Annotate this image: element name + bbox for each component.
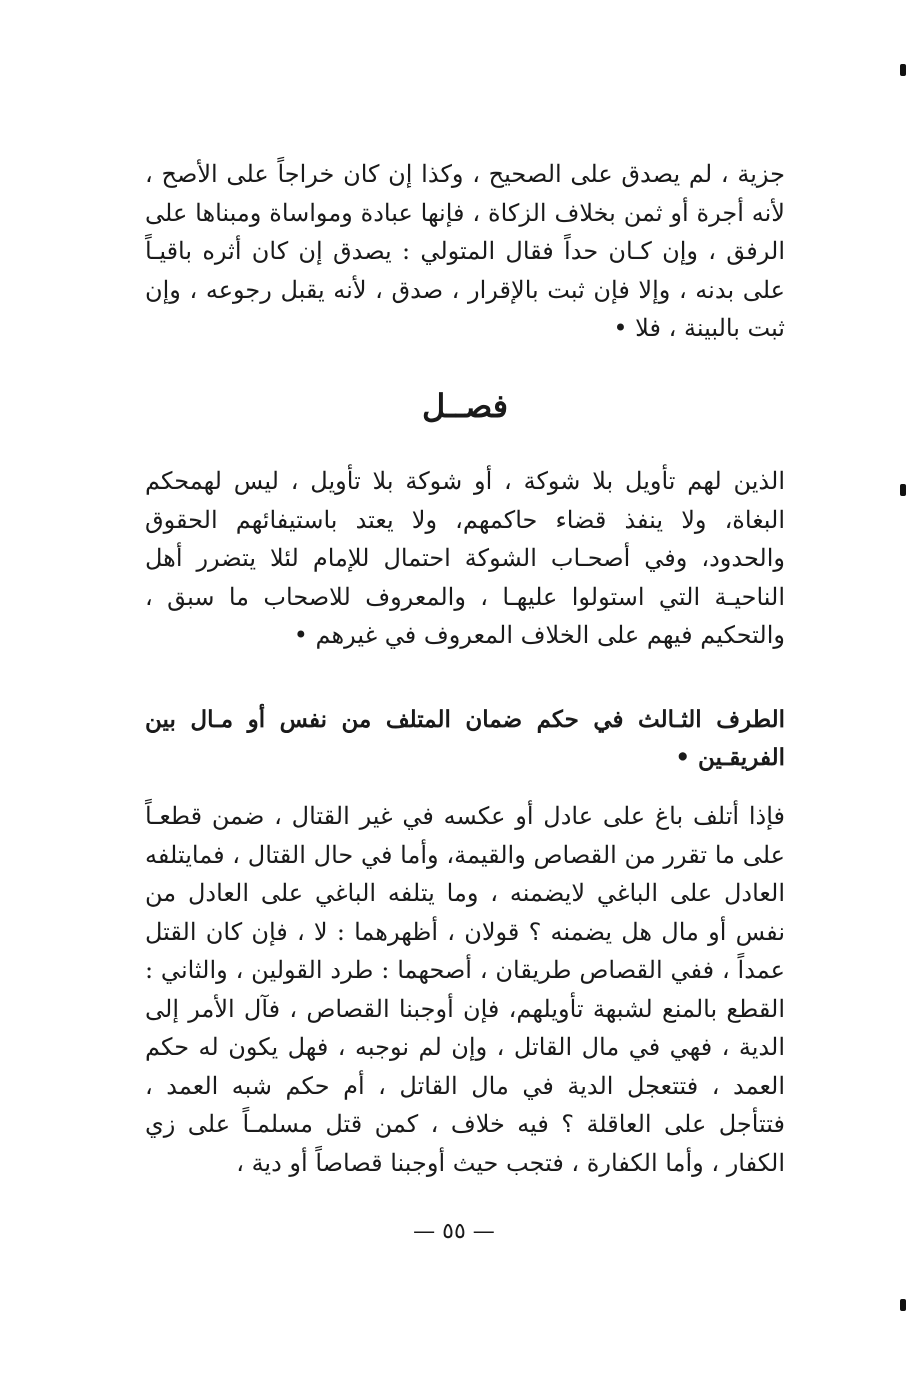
- paragraph-continuation: جزية ، لم يصدق على الصحيح ، وكذا إن كان خراجاً على الأصح ، لأنه أجرة أو ثمن بخلاف الزكاة ، فإنها عبادة ومواساة ومبناها على الرفق ، وإن كـان حداً فقال المتولي : يصدق إن كان أثره باقيـاً على بدنه ، وإلا فإن ثبت بالإقرار ، صدق ، لأنه يقبل رجوعه ، وإن ثبت بالبينة ، فلا •: [145, 160, 785, 342]
- edge-mark: [900, 484, 906, 496]
- section-heading-fasl: فصــل: [421, 387, 509, 425]
- chapter-title: الطرف الثـالث في حكم ضمان المتلف من نفس أو مـال بين الفريقـين •: [145, 706, 785, 771]
- page-number: — ٥٥ —: [413, 1219, 495, 1244]
- edge-mark: [900, 64, 906, 76]
- edge-mark: [900, 1299, 906, 1311]
- paragraph-fasl: الذين لهم تأويل بلا شوكة ، أو شوكة بلا تأويل ، ليس لهمحكم البغاة، ولا ينفذ قضاء حاكمهم، ولا يعتد باستيفائهم الحقوق والحدود، وفي أصحـاب الشوكة احتمال للإمام لئلا يتضرر أهل الناحيـة التي استولوا عليهـا ، والمعروف للاصحاب ما سبق ، والتحكيم فيهم على الخلاف المعروف في غيرهم •: [145, 467, 785, 649]
- paragraph-body: فإذا أتلف باغ على عادل أو عكسه في غير القتال ، ضمن قطعـاً على ما تقرر من القصاص والقيمة، وأما في حال القتال ، فمايتلفه العادل على الباغي لايضمنه ، وما يتلفه الباغي على العادل من نفس أو مال هل يضمنه ؟ قولان ، أظهرهما : لا ، فإن كان القتل عمداً ، ففي القصاص طريقان ، أصحهما : طرد القولين ، والثاني : القطع بالمنع لشبهة تأويلهم، فإن أوجبنا القصاص ، فآل الأمر إلى الدية ، فهي في مال القاتل ، وإن لم نوجبه ، فهل يكون له حكم العمد ، فتتعجل الدية في مال القاتل ، أم حكم شبه العمد ، فتتأجل على العاقلة ؟ فيه خلاف ، كمن قتل مسلمـاً على زي الكفار ، وأما الكفارة ، فتجب حيث أوجبنا قصاصاً أو دية ،: [145, 802, 785, 1177]
